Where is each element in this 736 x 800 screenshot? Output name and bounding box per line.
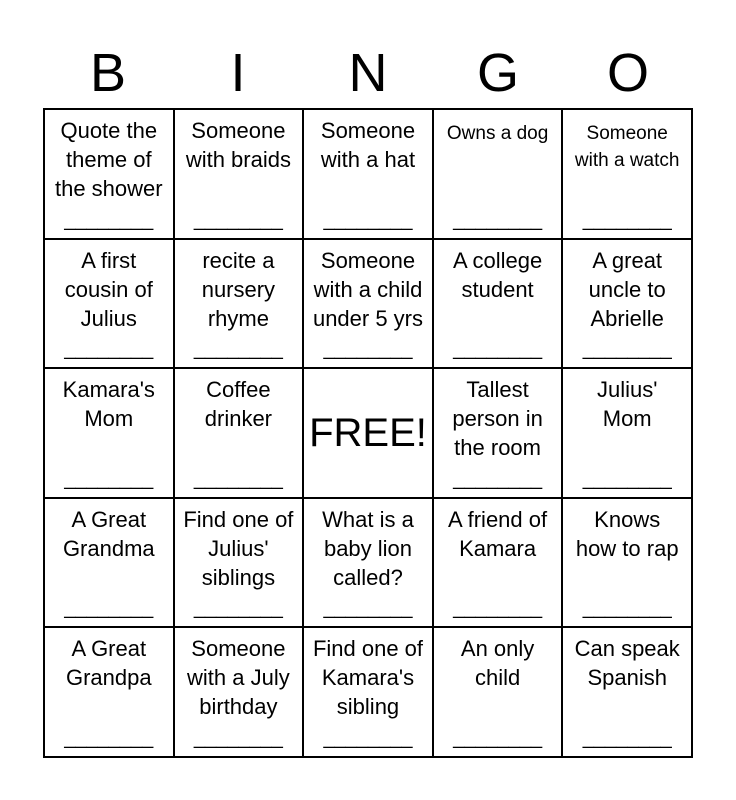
cell-prompt: Coffee drinker [204,377,273,432]
cell-prompt: Knows how to rap [575,506,679,561]
signature-line: ________ [453,209,543,230]
header-letter-o: O [606,43,649,103]
bingo-cell[interactable] [44,368,174,498]
bingo-cell[interactable] [174,239,304,369]
signature-line: ________ [582,598,672,619]
bingo-cell[interactable] [44,498,174,628]
cell-prompt: A Great Grandma [62,506,155,561]
signature-line: ________ [323,209,413,230]
cell-prompt: Someone with a hat [320,118,416,172]
signature-line: ________ [193,728,283,748]
free-space-cell[interactable] [303,368,433,498]
bingo-cell[interactable] [562,239,692,369]
bingo-cell[interactable] [433,368,563,498]
signature-line: ________ [193,468,283,489]
bingo-cell[interactable] [44,109,174,239]
bingo-header [43,40,693,106]
bingo-cell[interactable] [174,498,304,628]
header-letter-i: I [230,43,246,103]
signature-line: ________ [582,339,672,360]
header-letter-n: N [348,43,388,103]
bingo-cell[interactable] [303,109,433,239]
signature-line: ________ [453,339,543,360]
cell-prompt: Find one of Julius' siblings [183,506,294,590]
signature-line: ________ [193,339,283,360]
header-letter-g: G [476,43,519,103]
bingo-cell[interactable] [44,627,174,757]
header-letter-b: B [89,43,127,103]
cell-prompt: Someone with a watch [574,123,680,171]
cell-prompt: Find one of Kamara's sibling [312,636,424,720]
bingo-cell[interactable] [562,109,692,239]
signature-line: ________ [453,468,543,489]
cell-prompt: Someone with braids [185,118,291,172]
signature-line: ________ [453,598,543,619]
signature-line: ________ [64,339,154,360]
cell-prompt: A college student [452,247,543,302]
signature-line: ________ [323,598,413,619]
cell-prompt: recite a nursery rhyme [201,247,276,331]
signature-line: ________ [323,728,413,748]
cell-prompt: What is a baby lion called? [322,506,414,590]
signature-line: ________ [453,728,543,748]
cell-prompt: A Great Grandpa [65,636,152,691]
cell-prompt: Owns a dog [446,123,549,144]
bingo-cell[interactable] [562,498,692,628]
signature-line: ________ [582,209,672,230]
signature-line: ________ [582,728,672,748]
bingo-cell[interactable] [303,498,433,628]
cell-prompt: An only child [460,636,535,691]
bingo-cell[interactable] [174,368,304,498]
bingo-cell[interactable] [303,239,433,369]
bingo-cell[interactable] [174,109,304,239]
signature-line: ________ [323,339,413,360]
signature-line: ________ [64,468,154,489]
bingo-cell[interactable] [303,627,433,757]
cell-prompt: A friend of Kamara [448,506,548,561]
signature-line: ________ [582,468,672,489]
free-space-label: FREE! [309,410,427,455]
cell-prompt: Can speak Spanish [574,636,680,691]
cell-prompt: Tallest person in the room [452,377,543,461]
bingo-cell[interactable] [433,109,563,239]
bingo-card [43,108,693,758]
signature-line: ________ [193,209,283,230]
cell-prompt: Someone with a July birthday [187,636,290,720]
cell-prompt: Julius' Mom [596,377,658,432]
signature-line: ________ [64,209,154,230]
bingo-cell[interactable] [433,627,563,757]
bingo-cell[interactable] [44,239,174,369]
bingo-cell[interactable] [433,498,563,628]
cell-prompt: Someone with a child under 5 yrs [312,247,424,331]
bingo-cell[interactable] [433,239,563,369]
bingo-cell[interactable] [562,627,692,757]
cell-prompt: A great uncle to Abrielle [588,247,666,331]
signature-line: ________ [64,598,154,619]
signature-line: ________ [64,728,154,748]
cell-prompt: Kamara's Mom [62,377,155,432]
bingo-cell[interactable] [562,368,692,498]
cell-prompt: Quote the theme of the shower [54,118,163,201]
cell-prompt: A first cousin of Julius [64,247,153,331]
bingo-cell[interactable] [174,627,304,757]
signature-line: ________ [193,598,283,619]
